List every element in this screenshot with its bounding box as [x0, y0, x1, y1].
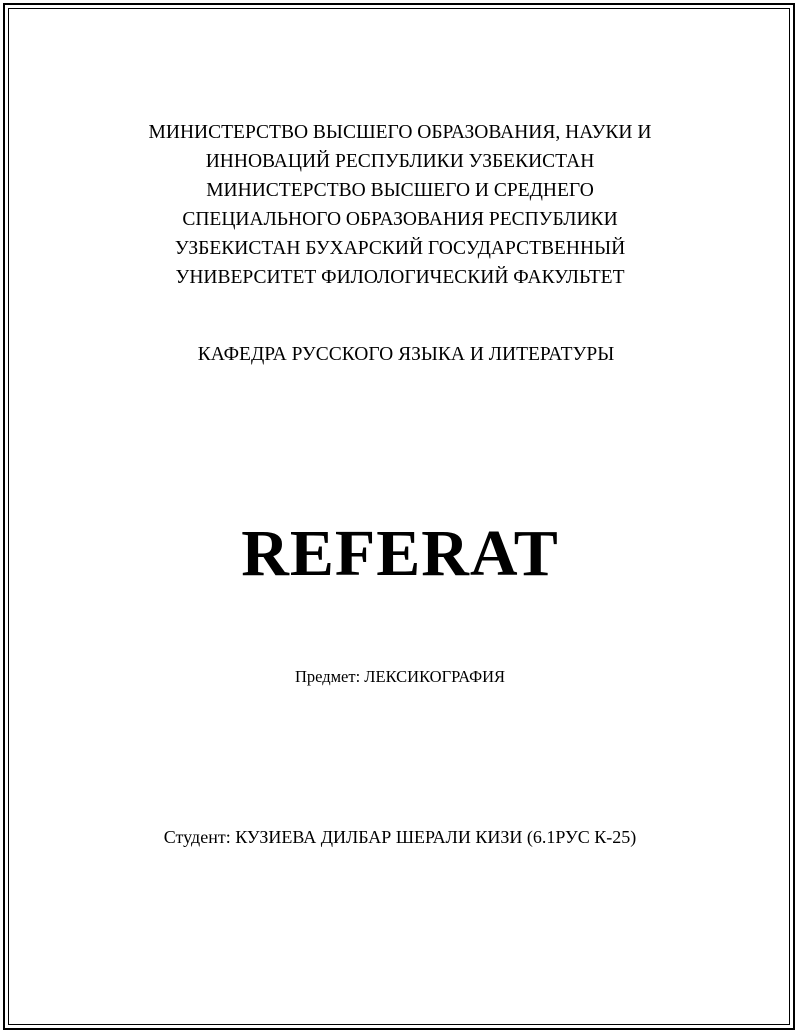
subject-line: Предмет: ЛЕКСИКОГРАФИЯ: [294, 667, 506, 686]
institution-header: [0, 118, 800, 292]
document-title: REFERAT: [241, 517, 559, 590]
department-heading: КАФЕДРА РУССКОГО ЯЗЫКА И ЛИТЕРАТУРЫ: [197, 344, 615, 365]
student-line: Студент: КУЗИЕВА ДИЛБАР ШЕРАЛИ КИЗИ (6.1РУС К-25): [163, 827, 637, 847]
header-line: МИНИСТЕРСТВО ВЫСШЕГО ОБРАЗОВАНИЯ, НАУКИ И: [148, 122, 652, 143]
header-line: МИНИСТЕРСТВО ВЫСШЕГО И СРЕДНЕГО: [206, 180, 594, 201]
header-line: УНИВЕРСИТЕТ ФИЛОЛОГИЧЕСКИЙ ФАКУЛЬТЕТ: [175, 267, 625, 288]
header-line: УЗБЕКИСТАН БУХАРСКИЙ ГОСУДАРСТВЕННЫЙ: [174, 238, 626, 259]
header-line: ИННОВАЦИЙ РЕСПУБЛИКИ УЗБЕКИСТАН: [205, 151, 595, 172]
header-line: СПЕЦИАЛЬНОГО ОБРАЗОВАНИЯ РЕСПУБЛИКИ: [182, 209, 618, 230]
